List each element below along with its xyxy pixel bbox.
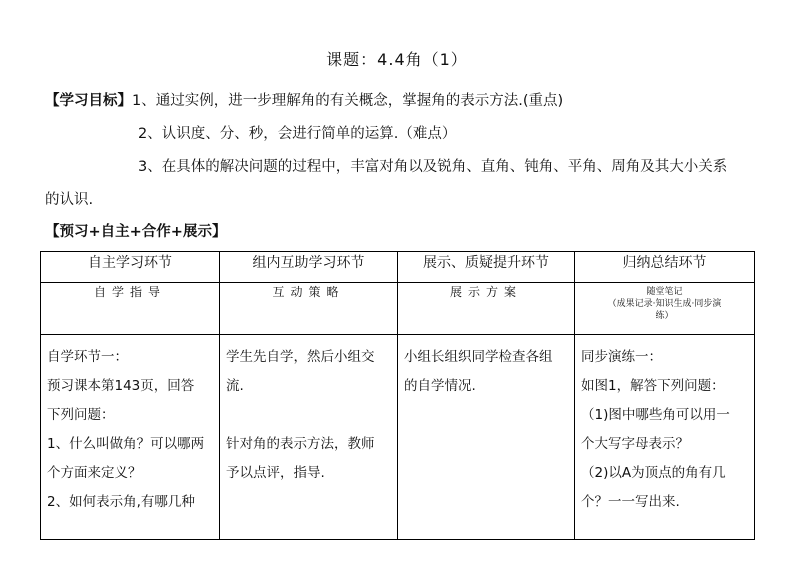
- subheader-self-study-guide: 自学指导: [41, 283, 220, 335]
- cell-line: 流.: [226, 378, 244, 394]
- cell-line: 下列问题：: [47, 407, 115, 423]
- cell-line: 个大写字母表示？: [581, 436, 689, 452]
- cell-line: 预习课本第143页，回答: [47, 378, 195, 394]
- col-display: [398, 335, 575, 540]
- header-group-help: 组内互助学习环节: [220, 252, 398, 283]
- cell-line: 小组长组织同学检查各组: [404, 349, 553, 365]
- col-summary: [575, 335, 755, 540]
- header-display: 展示、质疑提升环节: [398, 252, 575, 283]
- objective-item-2: 2、认识度、分、秒，会进行简单的运算.（难点）: [138, 126, 457, 142]
- cell-line: 针对角的表示方法，教师: [226, 436, 375, 452]
- spacer: [226, 401, 393, 430]
- cell-line: 学生先自学，然后小组交: [226, 349, 375, 365]
- table-header-row: [41, 252, 755, 283]
- cell-line: 的自学情况.: [404, 378, 476, 394]
- notes-line-2: 练）: [655, 311, 674, 321]
- col-group-help: [220, 335, 398, 540]
- objective-item-3-line-1: 3、在具体的解决问题的过程中，丰富对角以及锐角、直角、钝角、平角、周角及其大小关系: [138, 159, 728, 175]
- objectives-label: 【学习目标】: [45, 93, 132, 109]
- table-subheader-row: [41, 283, 755, 335]
- study-table: [40, 251, 755, 540]
- notes-line-1: （成果记录·知识生成·同步演: [607, 299, 722, 309]
- cell-line: 个？一一写出来.: [581, 494, 680, 510]
- cell-line: 2、如何表示角,有哪几种: [47, 494, 195, 510]
- section-heading: 【预习+自主+合作+展示】: [45, 224, 227, 240]
- cell-line: 自学环节一：: [47, 349, 128, 365]
- subheader-interaction-strategy: 互动策略: [220, 283, 398, 335]
- cell-line: 个方面来定义？: [47, 465, 142, 481]
- table-body-row: [41, 335, 755, 540]
- cell-line: 1、什么叫做角？可以哪两: [47, 436, 205, 452]
- subheader-notes: [575, 283, 755, 335]
- objective-line-1: [45, 89, 563, 110]
- cell-line: （1)图中哪些角可以用一: [581, 407, 730, 423]
- objective-item-3-line-2: 的认识.: [45, 192, 94, 208]
- header-self-study: 自主学习环节: [41, 252, 220, 283]
- header-summary: 归纳总结环节: [575, 252, 755, 283]
- cell-line: 如图1，解答下列问题：: [581, 378, 725, 394]
- cell-line: 同步演练一：: [581, 349, 662, 365]
- cell-line: （2)以A为顶点的角有几: [581, 465, 726, 481]
- col-self-study: [41, 335, 220, 540]
- objective-item-1: 1、通过实例，进一步理解角的有关概念，掌握角的表示方法.(重点): [132, 93, 564, 109]
- cell-line: 予以点评，指导.: [226, 465, 325, 481]
- notes-title: 随堂笔记: [646, 287, 683, 297]
- subheader-display-plan: 展示方案: [398, 283, 575, 335]
- document-title: 课题：4.4角（1）: [326, 50, 468, 69]
